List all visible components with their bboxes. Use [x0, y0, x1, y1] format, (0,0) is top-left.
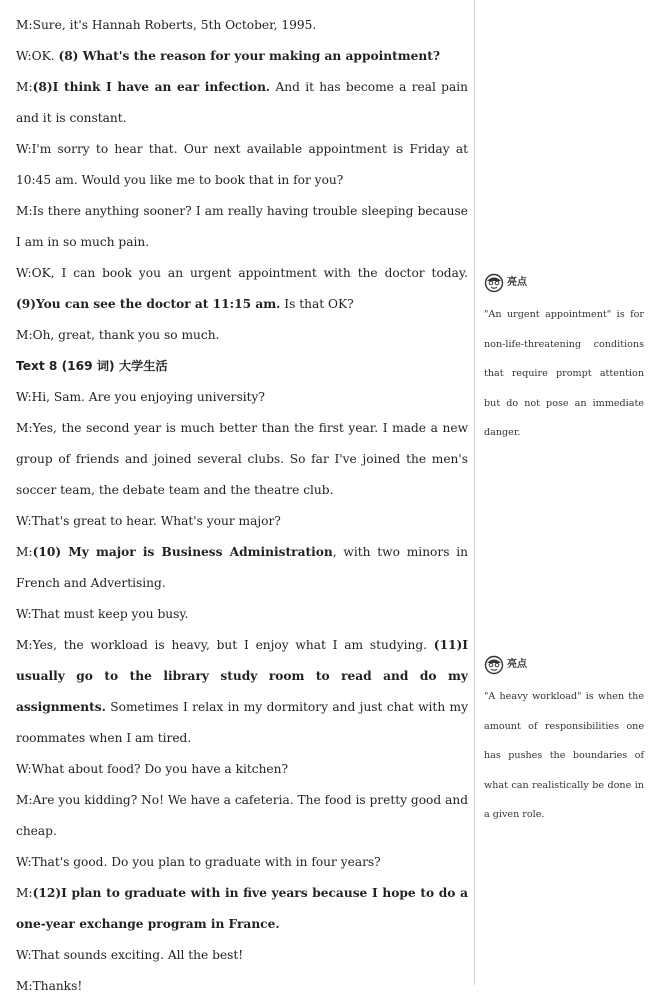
dialogue-text: That's great to hear. What's your major?	[31, 514, 281, 528]
section-heading: Text 8 (169 词) 大学生活	[16, 359, 168, 373]
dialogue-line	[16, 320, 468, 351]
dialogue-line	[16, 878, 468, 940]
dialogue-text: That sounds exciting. All the best!	[31, 948, 244, 962]
speaker-label: W:	[16, 762, 32, 776]
dialogue-text: Are you kidding? No! We have a cafeteria. The food is pretty good and cheap.	[16, 793, 468, 838]
speaker-label: M:	[16, 18, 33, 32]
face-icon	[484, 655, 504, 675]
dialogue-line	[16, 258, 468, 320]
speaker-label: W:	[16, 390, 32, 404]
speaker-label: M:	[16, 421, 33, 435]
dialogue-text: , with two minors in French and Advertising.	[16, 545, 468, 590]
speaker-label: M:	[16, 638, 33, 652]
dialogue-line	[16, 382, 468, 413]
face-icon	[484, 273, 504, 293]
dialogue-text: Hi, Sam. Are you enjoying university?	[31, 390, 265, 404]
side-note-text: "An urgent appointment" is for non-life-threatening conditions that require prompt attention but do not pose an immediate danger.	[484, 309, 644, 438]
answer-text: (8)I think I have an ear infection.	[32, 80, 271, 94]
speaker-label: M:	[16, 979, 33, 993]
dialogue-line	[16, 847, 468, 878]
speaker-label: W:	[16, 607, 32, 621]
dialogue-text: Sometimes I relax in my dormitory and just chat with my roommates when I am tired.	[16, 700, 468, 745]
speaker-label: M:	[16, 80, 33, 94]
speaker-label: W:	[16, 855, 32, 869]
dialogue-line	[16, 10, 468, 41]
speaker-label: W:	[16, 142, 32, 156]
dialogue-text: Sure, it's Hannah Roberts, 5th October, 1995.	[32, 18, 317, 32]
side-note-title: 亮点	[507, 659, 527, 671]
dialogue-text: That must keep you busy.	[31, 607, 189, 621]
column-divider	[474, 0, 475, 985]
dialogue-line	[16, 940, 468, 971]
dialogue-line	[16, 785, 468, 847]
side-note-1	[484, 270, 644, 448]
side-note-text: "A heavy workload" is when the amount of responsibilities one has pushes the boundaries of what can realistically be done in a given role.	[484, 691, 644, 820]
side-note-header	[484, 652, 644, 678]
dialogue-text: And it has become a real pain and it is constant.	[16, 80, 468, 125]
dialogue-text: Is there anything sooner? I am really having trouble sleeping because I am in so much pain.	[16, 204, 468, 249]
speaker-label: M:	[16, 793, 33, 807]
speaker-label: M:	[16, 328, 33, 342]
dialogue-line	[16, 506, 468, 537]
dialogue-text: Thanks!	[32, 979, 83, 993]
speaker-label: M:	[16, 545, 33, 559]
speaker-label: W:	[16, 948, 32, 962]
answer-text: (11)I usually go to the library study room to read and do my assignments.	[16, 638, 468, 714]
speaker-label: W:	[16, 514, 32, 528]
dialogue-text: Oh, great, thank you so much.	[32, 328, 220, 342]
dialogue-top	[16, 10, 468, 351]
speaker-label: M:	[16, 204, 33, 218]
answer-text: (9)You can see the doctor at 11:15 am.	[16, 297, 281, 311]
main-column	[16, 10, 468, 1002]
dialogue-text: I'm sorry to hear that. Our next available appointment is Friday at 10:45 am. Would you like me to book that in for you?	[16, 142, 468, 187]
dialogue-text: What about food? Do you have a kitchen?	[31, 762, 289, 776]
dialogue-line	[16, 134, 468, 196]
dialogue-text: That's good. Do you plan to graduate with in four years?	[31, 855, 381, 869]
answer-text: (12)I plan to graduate with in five years because I hope to do a one-year exchange program in France.	[16, 886, 468, 931]
dialogue-line	[16, 971, 468, 1002]
dialogue-line	[16, 599, 468, 630]
side-note-2	[484, 652, 644, 830]
dialogue-line	[16, 754, 468, 785]
side-note-title: 亮点	[507, 277, 527, 289]
answer-text: (10) My major is Business Administration	[32, 545, 333, 559]
dialogue-text: Is that OK?	[280, 297, 354, 311]
dialogue-line	[16, 630, 468, 754]
speaker-label: W:	[16, 266, 32, 280]
dialogue-text: Yes, the workload is heavy, but I enjoy what I am studying.	[32, 638, 434, 652]
answer-text: (8) What's the reason for your making an appointment?	[58, 49, 440, 63]
dialogue-text: OK.	[31, 49, 59, 63]
speaker-label: M:	[16, 886, 33, 900]
side-note-header	[484, 270, 644, 296]
dialogue-text: OK, I can book you an urgent appointment with the doctor today.	[31, 266, 468, 280]
dialogue-line	[16, 413, 468, 506]
dialogue-bottom	[16, 382, 468, 1002]
dialogue-line	[16, 196, 468, 258]
dialogue-line	[16, 41, 468, 72]
dialogue-text: Yes, the second year is much better than the first year. I made a new group of friends and joined several clubs. So far I've joined the men's soccer team, the debate team and the theatre club.	[16, 421, 468, 497]
dialogue-line	[16, 537, 468, 599]
dialogue-line	[16, 72, 468, 134]
speaker-label: W:	[16, 49, 32, 63]
